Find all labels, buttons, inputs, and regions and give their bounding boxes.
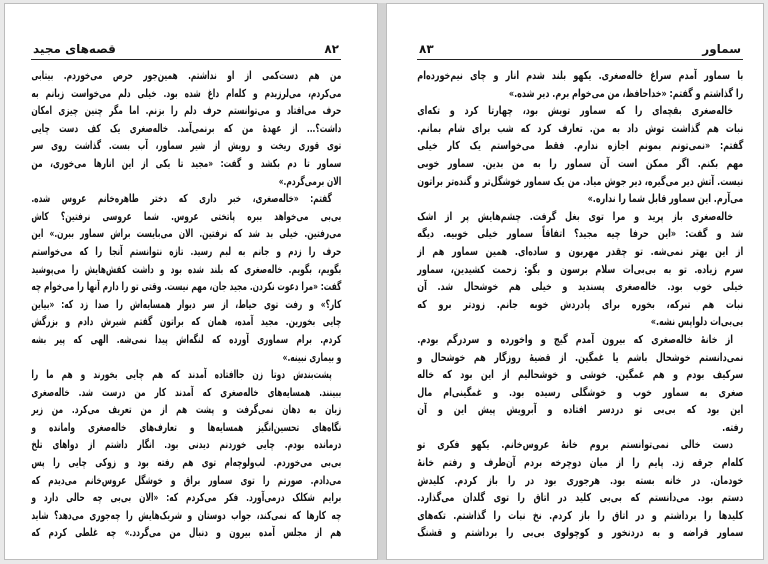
text-line: پشت‌بندش دوتا زن جاافتاده آمدند که هم چایی بخورند و هم ما را — [31, 368, 332, 382]
text-line: داشت؟... از عهدهٔ من که برنمی‌آمد. خاله‌صغری یک کف دست چایی — [31, 121, 341, 135]
page-body — [31, 67, 341, 542]
text-line: کلیدها را برداشتم و در اتاق را باز کردم. نخ نبات را گذاشتم. تکه‌های — [417, 508, 743, 522]
text-line: نیست. آتش دیر می‌گیره، دیر جوش میاد. من یک سماور خوشگل‌تر و گنده‌تر براتون — [417, 174, 743, 188]
page-right — [386, 3, 764, 560]
text-line: برایم شکلک درمی‌آورد. فکر می‌کردم که: «الان بی‌بی چه حالی دارد و — [31, 491, 341, 505]
text-line: می‌کردم، می‌لرزیدم و کله‌ام داغ شده بود. خیلی دلم می‌خواست زبانم به — [31, 86, 341, 100]
text-line: از خانهٔ خاله‌صغری که بیرون آمدم گیج و واخورده و سردرگم بودم. — [417, 332, 733, 346]
text-line: الان برمی‌گردم.» — [278, 174, 341, 188]
page-left — [4, 3, 378, 560]
text-line: می‌دادم. صورتم را توی سماور براق و خوشگل عروس‌خانم می‌دیدم که — [31, 473, 341, 487]
text-line: نگاه‌های تحسین‌انگیز همسایه‌ها و تعارف‌های خاله‌صغری وامانده و — [31, 420, 341, 434]
running-header — [31, 40, 341, 60]
paragraph — [417, 102, 743, 208]
running-title: سماور — [702, 42, 741, 56]
text-line: حرف را زدم و جانم به لبم رسید. تازه نتوانستم آنجا را که می‌خواستم — [31, 244, 341, 258]
text-line: می‌آرم. این سماور قابل شما را نداره.» — [587, 192, 743, 206]
text-line: دستم بود. می‌دانستم که بی‌بی کلید در اتاق را توی گلدان می‌گذارد. — [417, 491, 743, 505]
text-line: خیلی خوب بود. خاله‌صغری پسندید و خیلی هم خوشحال شد. آن — [417, 280, 743, 294]
text-line: سماور قراضه و به دردنخور و کوچولوی بی‌بی را برداشتم و قشنگ — [417, 526, 743, 540]
text-line: زبان به دهان نمی‌گرفت و پشت هم از من تعریف می‌کرد. من زیر — [31, 403, 341, 417]
text-line: توی قوری ریخت و رویش از شیر سماور، آب بست. گذاشت روی سر — [31, 139, 341, 153]
text-line: نبات هم تبرکه، بخوره برای پادردش خوبه جانم. زودتر برو که — [417, 297, 743, 311]
paragraph — [31, 67, 341, 190]
text-line: دست خالی نمی‌توانستم بروم خانهٔ عروس‌خانم. یکهو فکری تو — [417, 438, 733, 452]
text-line: بی‌بی می‌خوردم. لب‌ولوچه‌ام توی هم رفته بود و زوکی چایی را پس — [31, 456, 341, 470]
text-line: و بیماری نبینه.» — [282, 350, 341, 364]
text-line: رفته. — [721, 420, 743, 434]
text-line: کار؟» و رفت توی حیاط، از سر دیوار همسایه‌اش را صدا زد که: «بیاین — [31, 297, 341, 311]
text-line: نبات هم گذاشت توش داد به من. تعارف کرد که شب برای شام بمانم. — [417, 121, 743, 135]
paragraph — [417, 67, 743, 102]
paragraph — [417, 208, 743, 331]
text-line: گفتم: «نمی‌تونم بمونم اجازه ندارم. فقط می‌خواستم یک کار خیلی — [417, 139, 743, 153]
running-header — [417, 40, 743, 60]
text-line: ببینند. همسایه‌های خاله‌صغری که آمدند کار من درست شد. خاله‌صغری — [31, 385, 341, 399]
paragraph — [31, 190, 341, 366]
text-line: خاله‌صغری بقچه‌ای را که سماور تویش بود، چهارتا کرد و تکه‌ای — [417, 104, 733, 118]
text-line: گفتم: «خاله‌صغری، خبر داری که دختر طاهره‌خانم عروس شده. — [31, 192, 332, 206]
text-line: کله‌ام جرقه زد. پایم را از میان دوچرخه بردم آن‌طرف و رفتم خانهٔ — [417, 456, 743, 470]
text-line: سرم زیاده. تو به بی‌بی‌ات سلام برسون و بگو: زحمت کشیدین، سماور — [417, 262, 743, 276]
text-line: از این بهتر نمی‌شه. تو چقدر مهربون و ساده‌ای. همین سماور هم از — [417, 244, 743, 258]
text-line: خاله‌صغری باز پرید و مرا توی بغل گرفت. چشم‌هایش پر از اشک — [417, 209, 733, 223]
paragraph — [31, 366, 341, 542]
text-line: درمانده بودم. چایی خوردنم دیدنی بود. انگار داشتم از دواهای تلخ — [31, 438, 341, 452]
text-line: بی‌بی‌ات دلواپس نشه.» — [650, 315, 743, 329]
text-line: بی‌بی می‌خواهد ببره پاتختی عروس. شما عروسی نرفتین؟ کاش — [31, 209, 341, 223]
text-line: خودمان. در خانه بسته بود. هرجوری بود در را باز کردم. کلیدش — [417, 473, 743, 487]
book-gutter — [378, 3, 386, 560]
text-line: با سماور آمدم سراغ خاله‌صغری. یکهو بلند شدم انار و چای نیم‌خورده‌ام — [417, 69, 743, 82]
text-line: حرف می‌افتاد و می‌توانستم حرف دلم را بزنم. اما مگر چنین چیزی امکان — [31, 104, 341, 118]
text-line: این بود که بی‌بی تو دردسر افتاده و آبرویش پیش این و آن — [417, 403, 743, 417]
page-number: ۸۳ — [419, 42, 434, 56]
text-line: می‌رفتین. خیلی بد شد که نرفتین. الان می‌بایست براش سماور ببرن.» این — [31, 227, 341, 241]
text-line: سرکیف بودم و هم غمگین. خوشی و خوشحالیم از این بود که خاله — [417, 368, 743, 382]
text-line: نمی‌دانستم خوشحال باشم یا غمگین. از قضیهٔ روزگار هم خوشحال و — [417, 350, 743, 364]
text-line: سماور تا دم بکشد و گفت: «مجید تا یکی از این انارها می‌خوری، من — [31, 156, 341, 170]
text-line: چایی بخورین. مجید آمده، همان که براتون گفتم شیرش دادم و بزرگش — [31, 315, 341, 329]
page-body — [417, 67, 743, 542]
text-line: صغری به سماور خوب و خوشگلی رسیده بود. و غمگینی‌ام مال — [417, 385, 743, 399]
text-line: را گذاشتم و گفتم: «خداحافظ، من می‌خوام برم. دیر شده.» — [508, 86, 743, 100]
text-line: گفت: «مرا دعوت نکردن. مجید جان، مهم نیست. وقتی تو را دارم آنها را می‌خوام چه — [31, 280, 341, 294]
text-line: هم از مجلس آمده بیرون و دنبال من می‌گردد.» چه غلطی کردم که — [31, 526, 341, 540]
text-line: کردم. برام سماوری آورده که لنگه‌اش پیدا نمی‌شه. الهی که پیر بشه — [31, 332, 341, 346]
running-title: قصه‌های مجید — [33, 42, 116, 56]
text-line: چه کارها که نمی‌کند، جواب دوستان و شریک‌هایش را چه‌جوری می‌دهد؟ شاید — [31, 508, 341, 522]
text-line: مهم بکنم. اگر ممکن است آن سماور را به من بدین. سماور خوبی — [417, 156, 743, 170]
text-line: بگویم، بگویم. خاله‌صغری که بلند شده بود و داشت کفش‌هایش را می‌پوشید — [31, 262, 341, 276]
page-number: ۸۲ — [324, 42, 339, 56]
text-line: شد و گفت: «این حرفا چیه مجید؟ اتفاقاً سماور خیلی خوبیه. دیگه — [417, 227, 743, 241]
text-line: من هم دست‌کمی از او نداشتم. همین‌جور حرص می‌خوردم. بیتابی — [31, 69, 341, 82]
paragraph — [417, 436, 743, 542]
paragraph — [417, 331, 743, 437]
